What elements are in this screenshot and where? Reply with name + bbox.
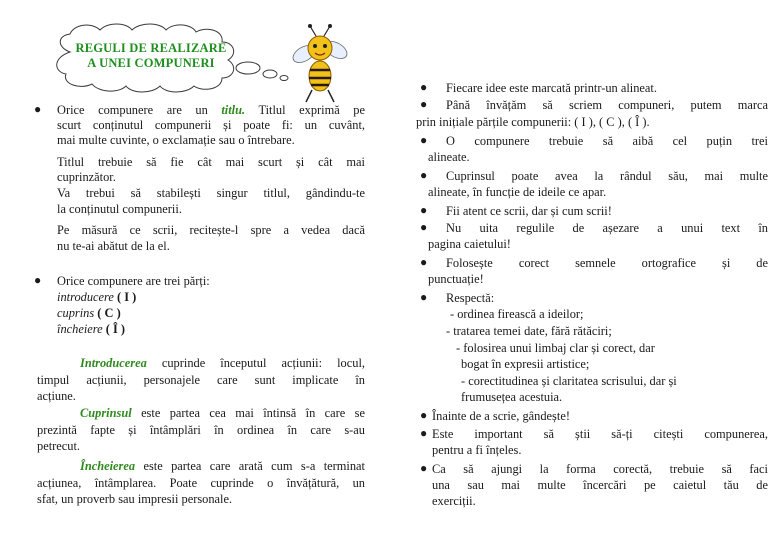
- rule-r1: Fiecare idee este marcată printr-un alineat.: [446, 81, 657, 95]
- rule-r4-line-2: alineate, în funcție de ideile ce apar.: [428, 185, 607, 199]
- rule-r3-line-1: O compunere trebuie să aibă cel puțin trei: [446, 134, 768, 148]
- rule-title-line-2: scurt conținutul compunerii și poate fi: un cuvânt,: [57, 118, 365, 132]
- intro-def-line-1: [80, 356, 365, 371]
- bullet-dot-icon: ●: [420, 426, 428, 440]
- title-line-1: REGULI DE REALIZARE: [75, 41, 227, 55]
- rule-title-line-8: Pe măsură ce scrii, recitește-l spre a vedea dacă: [57, 223, 365, 237]
- intro-def-line-2: timpul acțiunii, personajele care sunt implicate în: [37, 373, 365, 387]
- rule-r5: Fii atent ce scrii, dar și cum scrii!: [446, 204, 612, 218]
- rule-r6-line-2: pagina caietului!: [428, 237, 511, 251]
- rule-r6-line-1: Nu uita regulile de așezare a unui text în: [446, 221, 768, 235]
- text: este partea care arată cum s-a terminat: [143, 459, 365, 473]
- bullet-dot-icon: ●: [34, 273, 42, 287]
- part-tag: ( C ): [97, 306, 121, 320]
- rule-r2-line-2: prin inițiale părțile compunerii: ( I ), ( C ), ( Î ).: [416, 115, 650, 129]
- rule-r11-line-2: una sau mai multe încercări pe caietul tău de: [432, 478, 768, 492]
- part-name: încheiere: [57, 322, 103, 336]
- text: este partea cea mai întinsă în care se: [141, 406, 365, 420]
- rule-r8-item-4-line-1: - corectitudinea și claritatea scrisului, dar și: [461, 374, 677, 388]
- bullet-dot-icon: ●: [34, 102, 42, 116]
- rule-r9: Înainte de a scrie, gândește!: [432, 409, 570, 423]
- text: Titlul exprimă pe: [258, 103, 365, 117]
- part-tag: ( I ): [117, 290, 137, 304]
- term-introducerea: Introducerea: [80, 356, 147, 370]
- bullet-dot-icon: ●: [420, 80, 428, 94]
- bullet-dot-icon: ●: [420, 461, 428, 475]
- incheiere-def-line-3: sfat, un proverb sau impresii personale.: [37, 492, 233, 506]
- title-line-2: A UNEI COMPUNERI: [87, 56, 215, 70]
- rule-r2-line-1: Până învățăm să scriem compuneri, putem marca: [446, 98, 768, 112]
- bullet-dot-icon: ●: [420, 133, 428, 147]
- bullet-dot-icon: ●: [420, 203, 428, 217]
- bullet-dot-icon: ●: [420, 408, 428, 422]
- rule-title-line-4: Titlul trebuie să fie cât mai scurt și cât mai: [57, 155, 365, 169]
- rule-r11-line-1: Ca să ajungi la forma corectă, trebuie să faci: [432, 462, 768, 476]
- rule-r10-line-2: pentru a fi înțeles.: [432, 443, 522, 457]
- rule-r3-line-2: alineate.: [428, 150, 470, 164]
- text: Orice compunere are un: [57, 103, 208, 117]
- incheiere-def-line-1: [80, 459, 365, 474]
- bullet-dot-icon: ●: [420, 220, 428, 234]
- term-cuprinsul: Cuprinsul: [80, 406, 132, 420]
- rule-r8-item-4-line-2: frumusețea acestuia.: [461, 390, 563, 404]
- rule-r8-item-1: - ordinea firească a ideilor;: [450, 307, 584, 321]
- rule-r8-item-3-line-1: - folosirea unui limbaj clar și corect, dar: [456, 341, 655, 355]
- cuprins-def-line-2: prezintă fapte și întâmplări în ordinea în care s-au: [37, 423, 365, 437]
- parts-intro-line: Orice compunere are trei părți:: [57, 274, 210, 288]
- part-tag: ( Î ): [105, 322, 126, 336]
- rule-title-line-5: cuprinzător.: [57, 170, 116, 184]
- rule-title-line-9: nu te-ai abătut de la el.: [57, 239, 170, 253]
- rule-title-line-3: mai multe cuvinte, o exclamație sau o întrebare.: [57, 133, 295, 147]
- cuprins-def-line-3: petrecut.: [37, 439, 80, 453]
- part-name: cuprins: [57, 306, 95, 320]
- bullet-dot-icon: ●: [420, 290, 428, 304]
- bullet-dot-icon: ●: [420, 168, 428, 182]
- bee-mascot-icon: [286, 24, 356, 106]
- part-incheiere: [57, 322, 125, 337]
- bullet-dot-icon: ●: [420, 255, 428, 269]
- rule-title-line-6: Va trebui să stabilești singur titlul, gândindu-te: [57, 186, 365, 200]
- rule-title-line-7: la conținutul compunerii.: [57, 202, 182, 216]
- term-incheierea: Încheierea: [80, 459, 136, 473]
- rule-r11-line-3: exerciții.: [432, 494, 476, 508]
- rule-r8-item-3-line-2: bogat în expresii artistice;: [461, 357, 590, 371]
- term-titlu: titlu.: [221, 103, 246, 117]
- incheiere-def-line-2: acțiunea, întâmplarea. Poate cuprinde o învățătură, un: [37, 476, 365, 490]
- rule-r10-line-1: Este important să știi să-ți citești compunerea,: [432, 427, 768, 441]
- cuprins-def-line-1: [80, 406, 365, 421]
- part-introducere: [57, 290, 136, 305]
- text: cuprinde începutul acțiunii: locul,: [161, 356, 365, 370]
- rule-r8: Respectă:: [446, 291, 495, 305]
- rule-r7-line-1: Folosește corect semnele ortografice și de: [446, 256, 768, 270]
- bullet-dot-icon: ●: [420, 97, 428, 111]
- intro-def-line-3: acțiune.: [37, 389, 76, 403]
- rule-r8-item-2: - tratarea temei date, fără rătăciri;: [446, 324, 612, 338]
- rule-r7-line-2: punctuație!: [428, 272, 484, 286]
- rule-title-line-1: [57, 103, 365, 118]
- page-title: [56, 41, 246, 71]
- part-cuprins: [57, 306, 121, 321]
- rule-r4-line-1: Cuprinsul poate avea la rândul său, mai multe: [446, 169, 768, 183]
- part-name: introducere: [57, 290, 114, 304]
